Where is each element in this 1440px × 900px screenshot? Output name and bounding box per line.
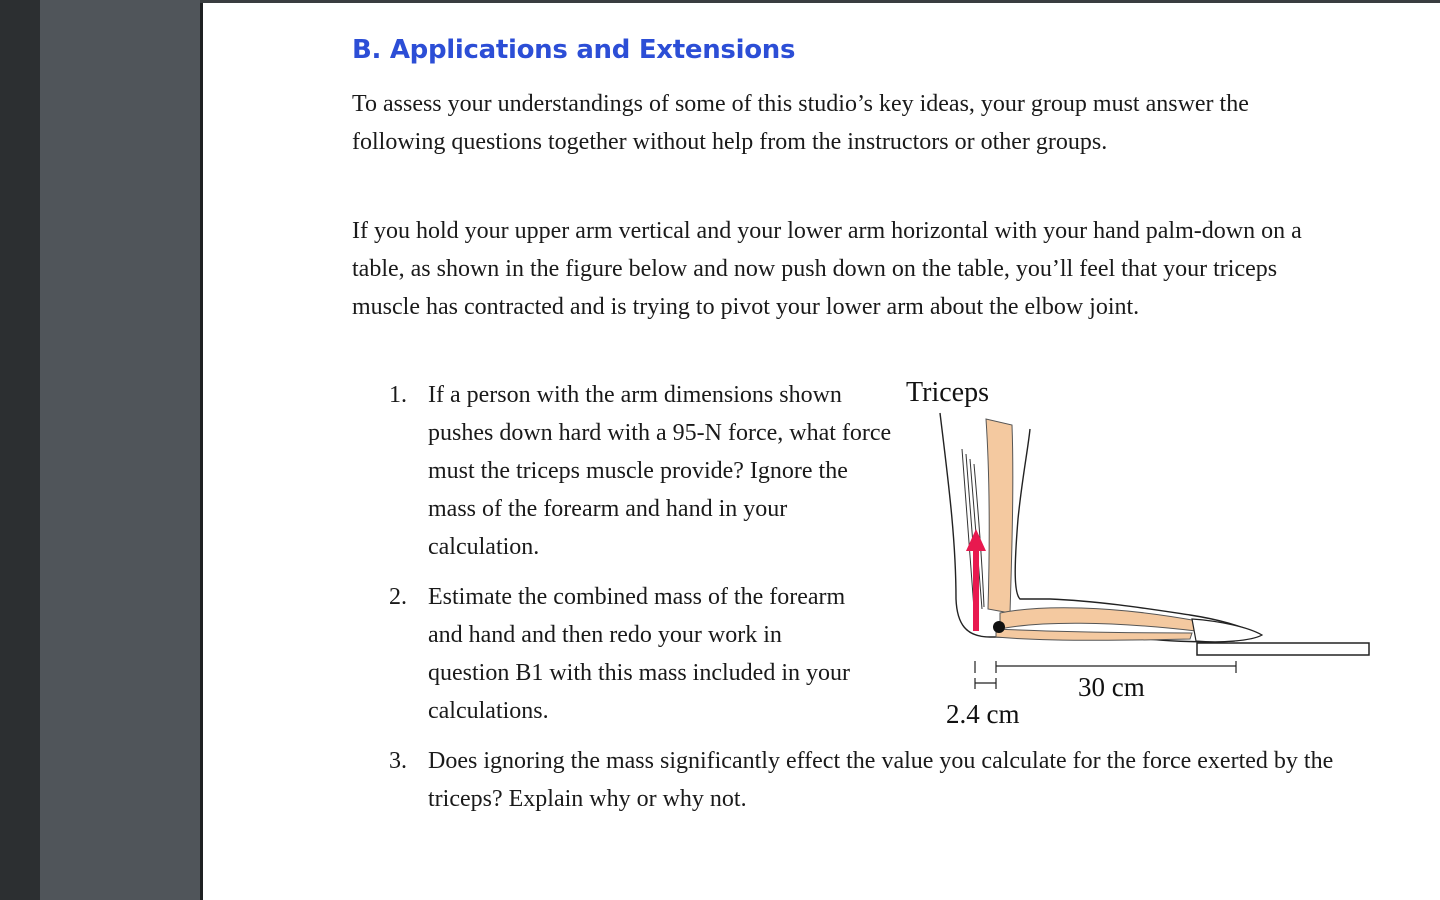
ulna-bone [996, 629, 1192, 640]
table-edge [1197, 643, 1369, 655]
section-heading: B. Applications and Extensions [352, 35, 796, 65]
question-2-number: 2. [389, 584, 407, 610]
arm-diagram [900, 369, 1375, 739]
question-1-text: If a person with the arm dimensions shown pushes down hard with a 95-N force, what force must the triceps muscle provide? Ignore the mass of the forearm and hand in your calculation. [428, 382, 892, 560]
question-1-number: 1. [389, 382, 407, 408]
short-distance-label: 2.4 cm [946, 699, 1020, 729]
intro-paragraph: To assess your understandings of some of this studio’s key ideas, your group must answer the following questions together without help from the instructors or other groups. [352, 91, 1249, 155]
elbow-pivot [993, 621, 1005, 633]
sidebar-dark-rail [0, 0, 40, 900]
document-page [203, 3, 1440, 900]
question-3-text: Does ignoring the mass significantly effect the value you calculate for the force exerted by the triceps? Explain why or why not. [428, 748, 1334, 812]
sidebar-panel [40, 0, 200, 900]
arm-figure [900, 369, 1375, 739]
humerus-bone [986, 419, 1013, 613]
setup-paragraph: If you hold your upper arm vertical and your lower arm horizontal with your hand palm-down on a table, as shown in the figure below and now push down on the table, you’ll feel that your triceps muscle has contracted and is trying to pivot your lower arm about the elbow joint. [352, 218, 1302, 320]
long-distance-label: 30 cm [1078, 672, 1145, 702]
question-2-text: Estimate the combined mass of the forearm and hand and then redo your work in question B1 with this mass included in your calculations. [428, 584, 850, 724]
question-3-number: 3. [389, 748, 407, 774]
triceps-label: Triceps [906, 377, 989, 408]
